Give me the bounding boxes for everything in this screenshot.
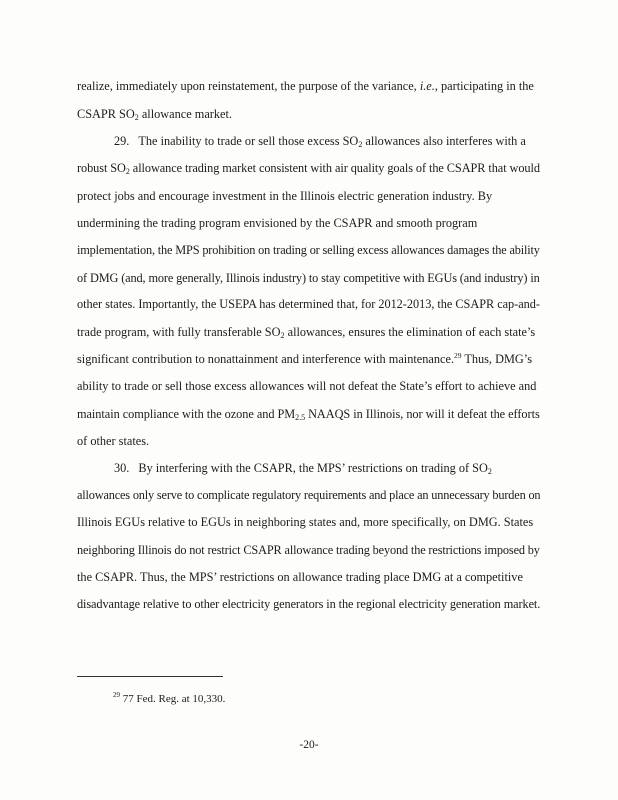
paragraph-number: 30. — [114, 461, 130, 475]
footnote-reference: 29 — [453, 351, 462, 360]
body-line: allowances only serve to complicate regulatory requirements and place an unnecessary burden on — [77, 488, 541, 502]
body-line: trade program, with fully transferable $SO_2$ allowances, ensures the elimination of each state’s — [77, 325, 536, 340]
body-line: the CSAPR. Thus, the MPS’ restrictions on allowance trading place DMG at a competitive — [77, 570, 523, 584]
footnote: $^{29}$ 77 Fed. Reg. at 10,330. — [113, 691, 226, 705]
footnote-divider — [77, 676, 223, 677]
body-line: implementation, the MPS prohibition on trading or selling excess allowances damages the ability — [77, 243, 540, 257]
body-line: other states. Importantly, the USEPA has determined that, for 2012-2013, the CSAPR cap-and- — [77, 297, 540, 311]
paragraph-30-first-line: 30. By interfering with the CSAPR, the MPS’ restrictions on trading of $SO_2$ — [114, 461, 492, 476]
body-line: maintain compliance with the ozone and $PM_{2.5}$ NAAQS in Illinois, nor will it defeat the efforts — [77, 407, 540, 422]
body-line: of DMG (and, more generally, Illinois industry) to stay competitive with EGUs (and industry) in — [77, 271, 540, 285]
body-line: disadvantage relative to other electricity generators in the regional electricity generation market. — [77, 597, 541, 611]
body-line: protect jobs and encourage investment in the Illinois electric generation industry. By — [77, 189, 493, 203]
paragraph-number: 29. — [114, 134, 130, 148]
body-line: robust $SO_2$ allowance trading market consistent with air quality goals of the CSAPR that would — [77, 161, 540, 176]
body-line: significant contribution to nonattainment and interference with maintenance.$^{29}$ Thus, DMG’s — [77, 351, 532, 366]
body-line: CSAPR $SO_2$ allowance market. — [77, 107, 232, 122]
page-number: -20- — [299, 739, 319, 751]
body-line: neighboring Illinois do not restrict CSAPR allowance trading beyond the restrictions imposed by — [77, 543, 540, 557]
footnote-marker: 29 — [113, 691, 120, 699]
body-line: undermining the trading program envisioned by the CSAPR and smooth program — [77, 216, 478, 230]
body-line: ability to trade or sell those excess allowances will not defeat the State’s effort to achieve and — [77, 379, 537, 393]
body-line: Illinois EGUs relative to EGUs in neighboring states and, more specifically, on DMG. States — [77, 515, 534, 529]
paragraph-29-first-line: 29. The inability to trade or sell those excess $SO_2$ allowances also interferes with a — [114, 134, 526, 149]
body-line: realize, immediately upon reinstatement, the purpose of the variance, i.e., participating in the — [77, 79, 534, 93]
body-line: of other states. — [77, 434, 150, 448]
